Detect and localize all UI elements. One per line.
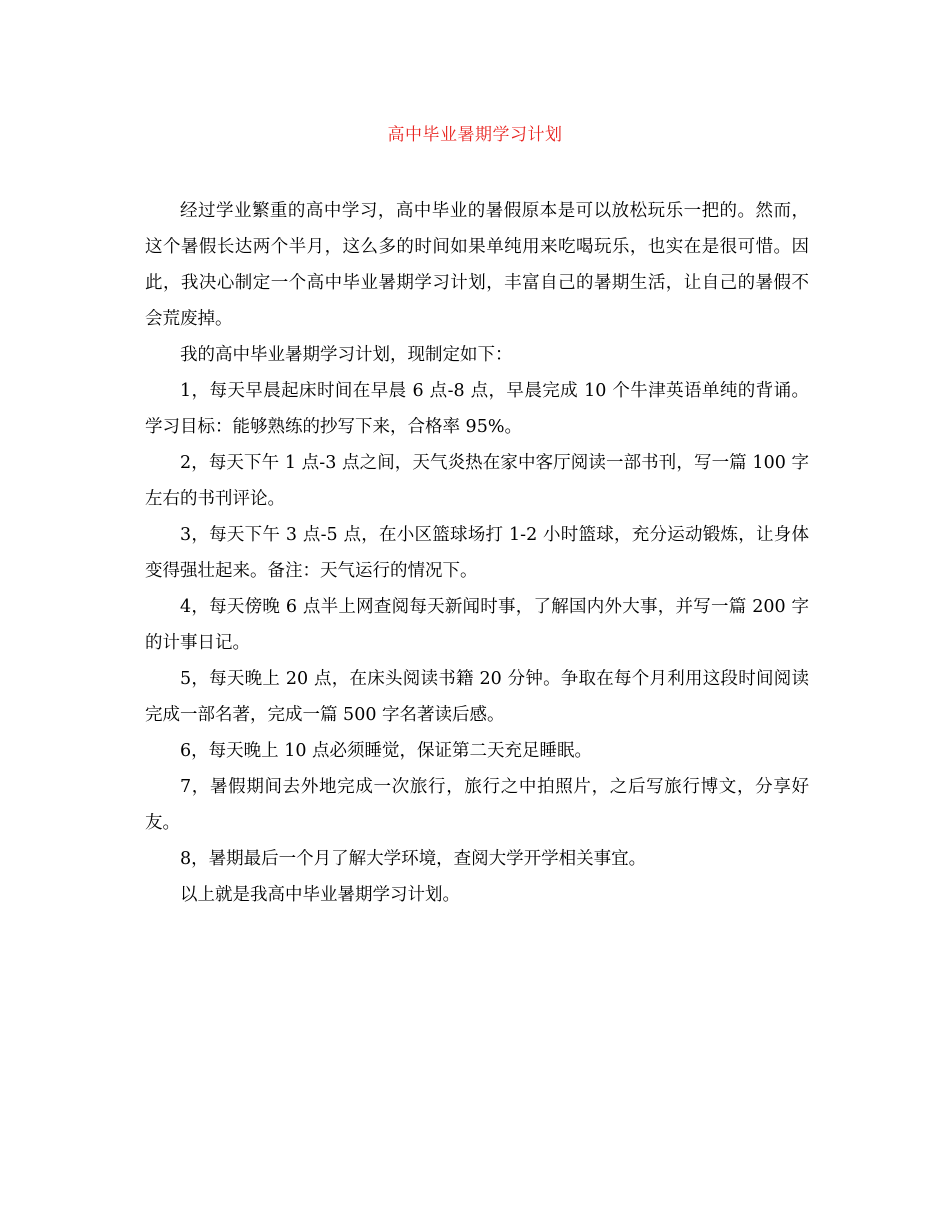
plan-item-5: 5，每天晚上 20 点，在床头阅读书籍 20 分钟。争取在每个月利用这段时间阅读完成一部名著，完成一篇 500 字名著读后感。 — [145, 669, 809, 725]
document-title: 高中毕业暑期学习计划 — [387, 125, 563, 145]
plan-item-6: 6，每天晚上 10 点必须睡觉，保证第二天充足睡眠。 — [180, 741, 593, 761]
plan-item-4: 4，每天傍晚 6 点半上网查阅每天新闻时事，了解国内外大事，并写一篇 200 字的计事日记。 — [145, 597, 809, 653]
document-body — [145, 193, 809, 913]
plan-item-3: 3，每天下午 3 点-5 点，在小区篮球场打 1-2 小时篮球，充分运动锻炼，让身体变得强壮起来。备注：天气运行的情况下。 — [145, 525, 809, 581]
closing-paragraph: 以上就是我高中毕业暑期学习计划。 — [180, 885, 460, 905]
intro-paragraph: 经过学业繁重的高中学习，高中毕业的暑假原本是可以放松玩乐一把的。然而，这个暑假长达两个半月，这么多的时间如果单纯用来吃喝玩乐，也实在是很可惜。因此，我决心制定一个高中毕业暑期学习计划，丰富自己的暑期生活，让自己的暑假不会荒废掉。 — [145, 201, 809, 329]
plan-item-8: 8，暑期最后一个月了解大学环境，查阅大学开学相关事宜。 — [180, 849, 647, 869]
plan-item-2: 2，每天下午 1 点-3 点之间，天气炎热在家中客厅阅读一部书刊，写一篇 100 字左右的书刊评论。 — [145, 453, 809, 509]
plan-lead-paragraph: 我的高中毕业暑期学习计划，现制定如下： — [180, 345, 513, 365]
plan-item-7: 7，暑假期间去外地完成一次旅行，旅行之中拍照片，之后写旅行博文，分享好友。 — [145, 777, 809, 833]
plan-item-1: 1，每天早晨起床时间在早晨 6 点-8 点，早晨完成 10 个牛津英语单纯的背诵。学习目标：能够熟练的抄写下来，合格率 95%。 — [145, 381, 809, 437]
